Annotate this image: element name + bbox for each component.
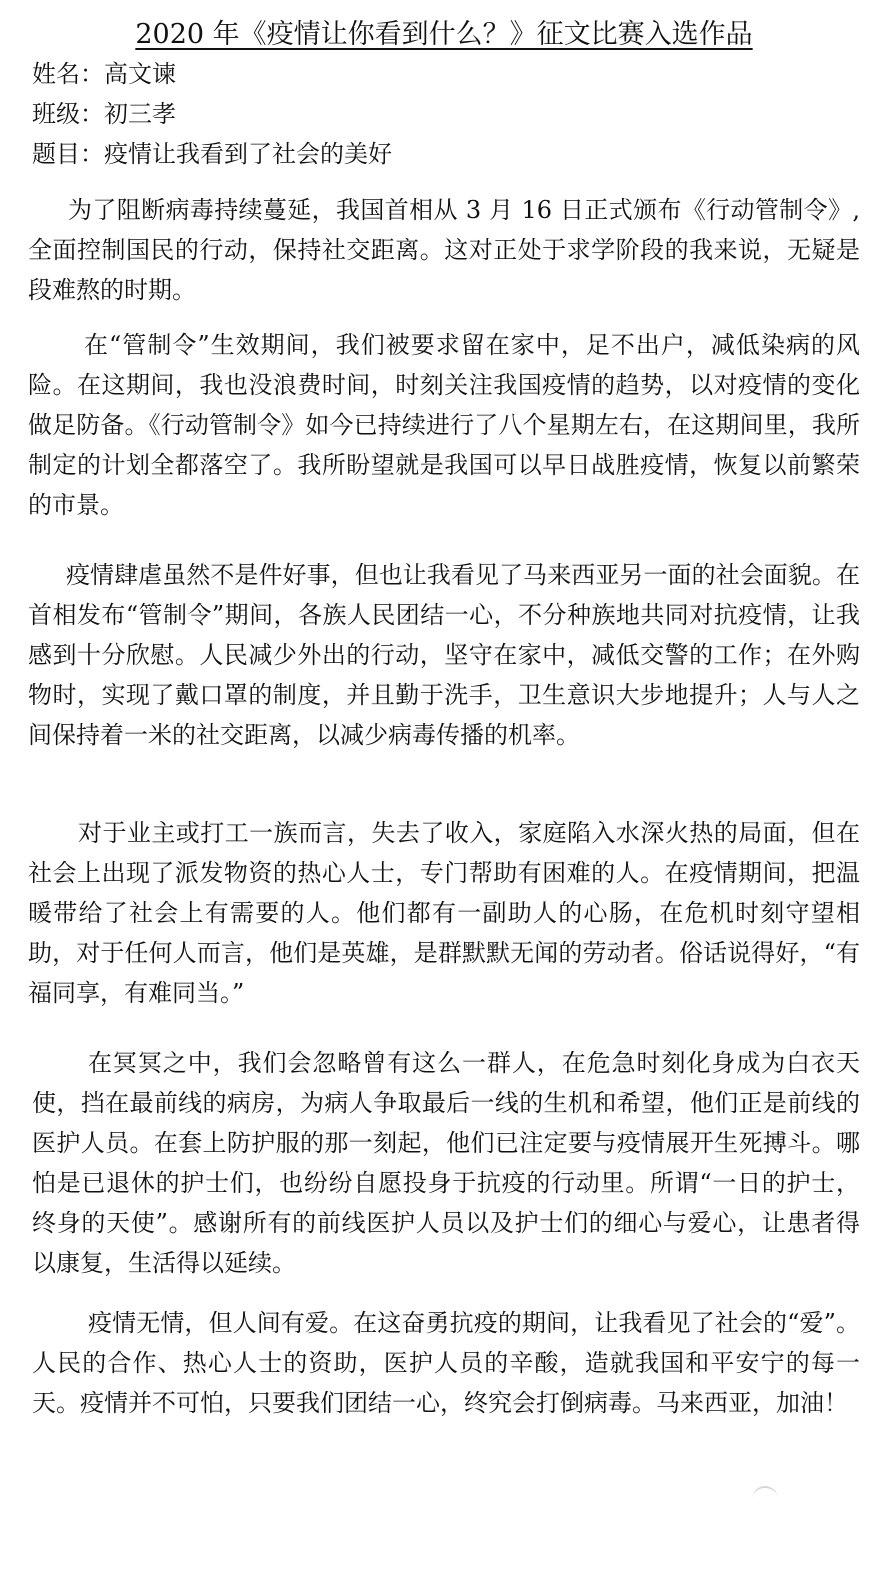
paragraph-6: 疫情无情，但人间有爱。在这奋勇抗疫的期间，让我看见了社会的“爱”。人民的合作、热心人士的资助，医护人员的辛酸，造就我国和平安宁的每一天。疫情并不可怕，只要我们团结一心，终究会打倒病毒。马来西亚，加油！ [32, 1309, 860, 1417]
essay-topic: 题目：疫情让我看到了社会的美好 [32, 140, 392, 168]
paragraph-1: 为了阻断病毒持续蔓延，我国首相从 3 月 16 日正式颁布《行动管制令》,全面控制国民的行动，保持社交距离。这对正处于求学阶段的我来说，无疑是段难熬的时期。 [28, 196, 860, 304]
paragraph-5: 在冥冥之中，我们会忽略曾有这么一群人，在危急时刻化身成为白衣天使，挡在最前线的病房，为病人争取最后一线的生机和希望，他们正是前线的医护人员。在套上防护服的那一刻起，他们已注定要与疫情展开生死搏斗。哪怕是已退休的护士们，也纷纷自愿投身于抗疫的行动里。所谓“一日的护士，终身的天使”。感谢所有的前线医护人员以及护士们的细心与爱心，让患者得以康复，生活得以延续。 [32, 1049, 860, 1277]
paragraph-3: 疫情肆虐虽然不是件好事，但也让我看见了马来西亚另一面的社会面貌。在首相发布“管制令”期间，各族人民团结一心，不分种族地共同对抗疫情，让我感到十分欣慰。人民减少外出的行动，坚守在家中，减低交警的工作；在外购物时，实现了戴口罩的制度，并且勤于洗手，卫生意识大步地提升；人与人之间保持着一米的社交距离，以减少病毒传播的机率。 [28, 561, 860, 749]
class-info: 班级：初三孝 [32, 100, 176, 128]
paragraph-2: 在“管制令”生效期间，我们被要求留在家中，足不出户，减低染病的风险。在这期间，我也没浪费时间，时刻关注我国疫情的趋势，以对疫情的变化做足防备。《行动管制令》如今已持续进行了八个星期左右，在这期间里，我所制定的计划全都落空了。我所盼望就是我国可以早日战胜疫情，恢复以前繁荣的市景。 [28, 331, 860, 519]
essay-title [0, 16, 888, 54]
paragraph-4: 对于业主或打工一族而言，失去了收入，家庭陷入水深火热的局面，但在社会上出现了派发物资的热心人士，专门帮助有困难的人。在疫情期间，把温暖带给了社会上有需要的人。他们都有一副助人的心肠，在危机时刻守望相助，对于任何人而言，他们是英雄，是群默默无闻的劳动者。俗话说得好，“有福同享，有难同当。” [28, 819, 860, 1007]
essay-title-text: 2020 年《疫情让你看到什么？》征文比赛入选作品 [135, 19, 753, 50]
author-name: 姓名：高文谏 [32, 60, 176, 88]
faint-watermark-mark [752, 1486, 778, 1502]
